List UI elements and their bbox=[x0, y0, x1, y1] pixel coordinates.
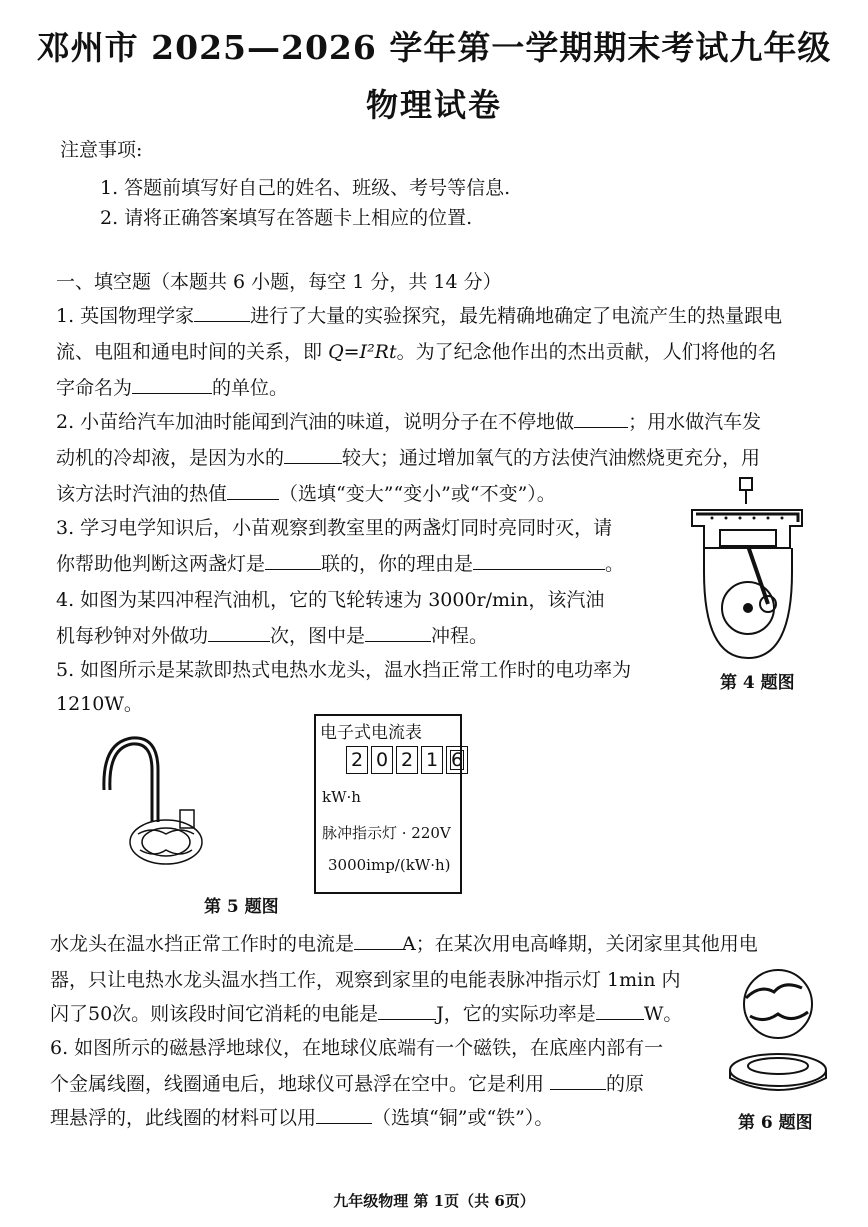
meter-digit: 2 bbox=[396, 746, 418, 774]
q5-text: J，它的实际功率是 bbox=[436, 1003, 596, 1025]
question-5-line-4: 器，只让电热水龙头温水挡工作，观察到家里的电能表脉冲指示灯 1min 内 bbox=[50, 969, 681, 991]
answer-blank[interactable] bbox=[354, 929, 402, 950]
question-6-line-2 bbox=[50, 1066, 644, 1102]
figure-6-caption: 第 6 题图 bbox=[738, 1113, 813, 1133]
figure-4-caption: 第 4 题图 bbox=[720, 673, 795, 693]
q5-text: A；在某次用电高峰期，关闭家里其他用电 bbox=[402, 933, 758, 955]
answer-blank[interactable] bbox=[227, 479, 279, 500]
question-4-line-1: 4. 如图为某四冲程汽油机，它的飞轮转速为 3000r/min，该汽油 bbox=[56, 589, 605, 611]
answer-blank[interactable] bbox=[194, 301, 250, 322]
answer-blank[interactable] bbox=[132, 373, 212, 394]
answer-blank[interactable] bbox=[473, 549, 605, 570]
answer-blank[interactable] bbox=[284, 443, 342, 464]
question-6-line-3 bbox=[50, 1100, 553, 1136]
q6-text: 个金属线圈，线圈通电后，地球仪可悬浮在空中。它是利用 bbox=[50, 1073, 545, 1095]
faucet-diagram bbox=[96, 730, 220, 870]
maglev-globe-diagram bbox=[726, 962, 830, 1098]
meter-unit: kW·h bbox=[322, 788, 361, 806]
q2-text: ；用水做汽车发 bbox=[628, 411, 762, 433]
meter-pulse-label: 脉冲指示灯 · 220V bbox=[322, 824, 451, 842]
meter-digit: 0 bbox=[371, 746, 393, 774]
q4-text: 机每秒钟对外做功 bbox=[56, 625, 209, 647]
question-2-line-3 bbox=[56, 476, 556, 512]
q1-text: 进行了大量的实验探究，最先精确地确定了电流产生的热量跟电 bbox=[250, 305, 783, 327]
section-heading: 一、填空题（本题共 6 小题，每空 1 分，共 14 分） bbox=[56, 271, 502, 293]
q3-text: 联的，你的理由是 bbox=[321, 553, 474, 575]
question-3-line-2 bbox=[56, 546, 624, 582]
question-2-line-2 bbox=[56, 440, 760, 476]
meter-digits bbox=[346, 746, 471, 774]
question-3-line-1: 3. 学习电学知识后，小苗观察到教室里的两盏灯同时亮同时灭，请 bbox=[56, 517, 613, 539]
q2-text: 动机的冷却液，是因为水的 bbox=[56, 447, 285, 469]
question-2-line-1 bbox=[56, 404, 761, 440]
question-5-line-1: 5. 如图所示是某款即热式电热水龙头，温水挡正常工作时的电功率为 bbox=[56, 659, 632, 681]
answer-blank[interactable] bbox=[316, 1103, 372, 1124]
joule-formula: Q=I²Rt bbox=[328, 341, 397, 363]
answer-blank[interactable] bbox=[378, 999, 436, 1020]
question-4-line-2 bbox=[56, 618, 488, 654]
question-6-line-1: 6. 如图所示的磁悬浮地球仪，在地球仪底端有一个磁铁，在底座内部有一 bbox=[50, 1037, 664, 1059]
q6-text: （选填“铜”或“铁”）。 bbox=[372, 1107, 554, 1129]
q4-text: 次，图中是 bbox=[270, 625, 366, 647]
q5-text: 水龙头在温水挡正常工作时的电流是 bbox=[50, 933, 355, 955]
meter-constant: 3000imp/(kW·h) bbox=[328, 856, 451, 874]
answer-blank[interactable] bbox=[574, 407, 628, 428]
note-item: 1. 答题前填写好自己的姓名、班级、考号等信息. bbox=[100, 177, 511, 199]
question-1-line-2 bbox=[56, 334, 777, 370]
answer-blank[interactable] bbox=[365, 621, 431, 642]
notes-heading: 注意事项: bbox=[60, 139, 143, 161]
q2-text: 2. 小苗给汽车加油时能闻到汽油的味道，说明分子在不停地做 bbox=[56, 411, 575, 433]
figure-5-caption: 第 5 题图 bbox=[204, 897, 279, 917]
q5-text: 闪了50次。则该段时间它消耗的电能是 bbox=[50, 1003, 379, 1025]
q1-text: 流、电阻和通电时间的关系，即 bbox=[56, 341, 323, 363]
exam-subtitle: 物理试卷 bbox=[365, 86, 502, 124]
q3-text: 。 bbox=[605, 553, 625, 575]
answer-blank[interactable] bbox=[265, 549, 321, 570]
page-footer: 九年级物理 第 1页（共 6页） bbox=[333, 1192, 535, 1210]
q1-text: 字命名为 bbox=[56, 377, 133, 399]
meter-digit: 2 bbox=[346, 746, 368, 774]
meter-digit: 1 bbox=[421, 746, 443, 774]
q2-text: 该方法时汽油的热值 bbox=[56, 483, 228, 505]
q5-text: W。 bbox=[643, 1003, 683, 1025]
question-1-line-1 bbox=[56, 298, 782, 334]
energy-meter bbox=[314, 714, 462, 894]
q1-text: 1. 英国物理学家 bbox=[56, 305, 195, 327]
q6-text: 理悬浮的，此线圈的材料可以用 bbox=[50, 1107, 317, 1129]
answer-blank[interactable] bbox=[208, 621, 270, 642]
q1-text: 。为了纪念他作出的杰出贡献，人们将他的名 bbox=[396, 341, 777, 363]
question-5-line-3 bbox=[50, 926, 758, 962]
question-5-line-5 bbox=[50, 996, 682, 1032]
q3-text: 你帮助他判断这两盏灯是 bbox=[56, 553, 266, 575]
engine-diagram bbox=[682, 476, 818, 668]
q2-text: （选填“变大”“变小”或“不变”）。 bbox=[279, 483, 556, 505]
q4-text: 冲程。 bbox=[431, 625, 489, 647]
question-1-line-3 bbox=[56, 370, 288, 406]
q1-text: 的单位。 bbox=[212, 377, 289, 399]
meter-digit-decimal: 6 bbox=[446, 746, 468, 774]
answer-blank[interactable] bbox=[596, 999, 644, 1020]
q2-text: 较大；通过增加氧气的方法使汽油燃烧更充分，用 bbox=[342, 447, 761, 469]
meter-title: 电子式电流表 bbox=[320, 723, 422, 743]
answer-blank[interactable] bbox=[550, 1069, 606, 1090]
q6-text: 的原 bbox=[606, 1073, 645, 1095]
note-item: 2. 请将正确答案填写在答题卡上相应的位置. bbox=[100, 207, 473, 229]
exam-title: 邓州市 2025—2026 学年第一学期期末考试九年级 bbox=[36, 28, 832, 67]
question-5-line-2: 1210W。 bbox=[56, 693, 143, 715]
